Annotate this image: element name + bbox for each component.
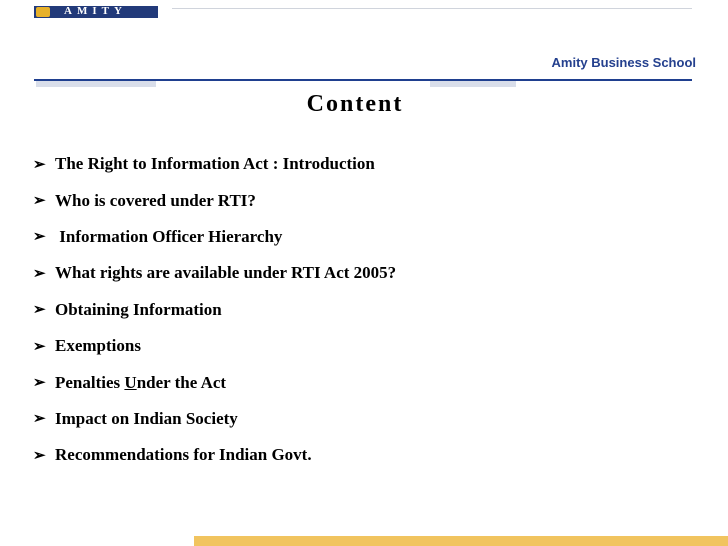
list-item-text: Recommendations for Indian Govt. — [55, 445, 312, 465]
content-list — [33, 146, 396, 474]
list-item — [33, 219, 396, 255]
amity-logo-emblem-icon — [36, 7, 50, 17]
school-name: Amity Business School — [551, 55, 696, 70]
arrow-bullet-icon: ➢ — [33, 411, 46, 428]
header-faint-mark-left — [36, 81, 156, 87]
arrow-bullet-icon: ➢ — [33, 338, 46, 355]
list-item — [33, 364, 396, 400]
logo-text: AMITY — [64, 6, 127, 17]
arrow-bullet-icon: ➢ — [33, 447, 46, 464]
list-item-text: Information Officer Hierarchy — [55, 226, 283, 246]
footer-accent-bar — [194, 536, 728, 546]
arrow-bullet-icon: ➢ — [33, 375, 46, 392]
list-item-text-underlined: U — [124, 372, 137, 392]
list-item — [33, 292, 396, 328]
list-item — [33, 328, 396, 364]
slide-title: Content — [306, 91, 404, 117]
list-item-text: Who is covered under RTI? — [55, 190, 256, 210]
list-item-text: Obtaining Information — [55, 299, 222, 319]
amity-logo — [34, 6, 158, 18]
top-divider — [172, 8, 692, 9]
list-item-text: Exemptions — [55, 336, 141, 356]
list-item-text: Impact on Indian Society — [55, 408, 238, 428]
list-item — [33, 146, 396, 182]
list-item — [33, 182, 396, 218]
arrow-bullet-icon: ➢ — [33, 193, 46, 210]
arrow-bullet-icon: ➢ — [33, 156, 46, 173]
list-item — [33, 255, 396, 291]
list-item — [33, 437, 396, 473]
arrow-bullet-icon: ➢ — [33, 229, 46, 246]
header-faint-mark-right — [430, 81, 516, 87]
list-item-text: What rights are available under RTI Act 2005? — [55, 263, 397, 283]
arrow-bullet-icon: ➢ — [33, 265, 46, 282]
list-item-text-suffix: nder the Act — [136, 372, 227, 392]
list-item-text-prefix: Penalties — [55, 372, 125, 392]
list-item — [33, 401, 396, 437]
arrow-bullet-icon: ➢ — [33, 302, 46, 319]
list-item-text: The Right to Information Act : Introduction — [55, 154, 375, 174]
